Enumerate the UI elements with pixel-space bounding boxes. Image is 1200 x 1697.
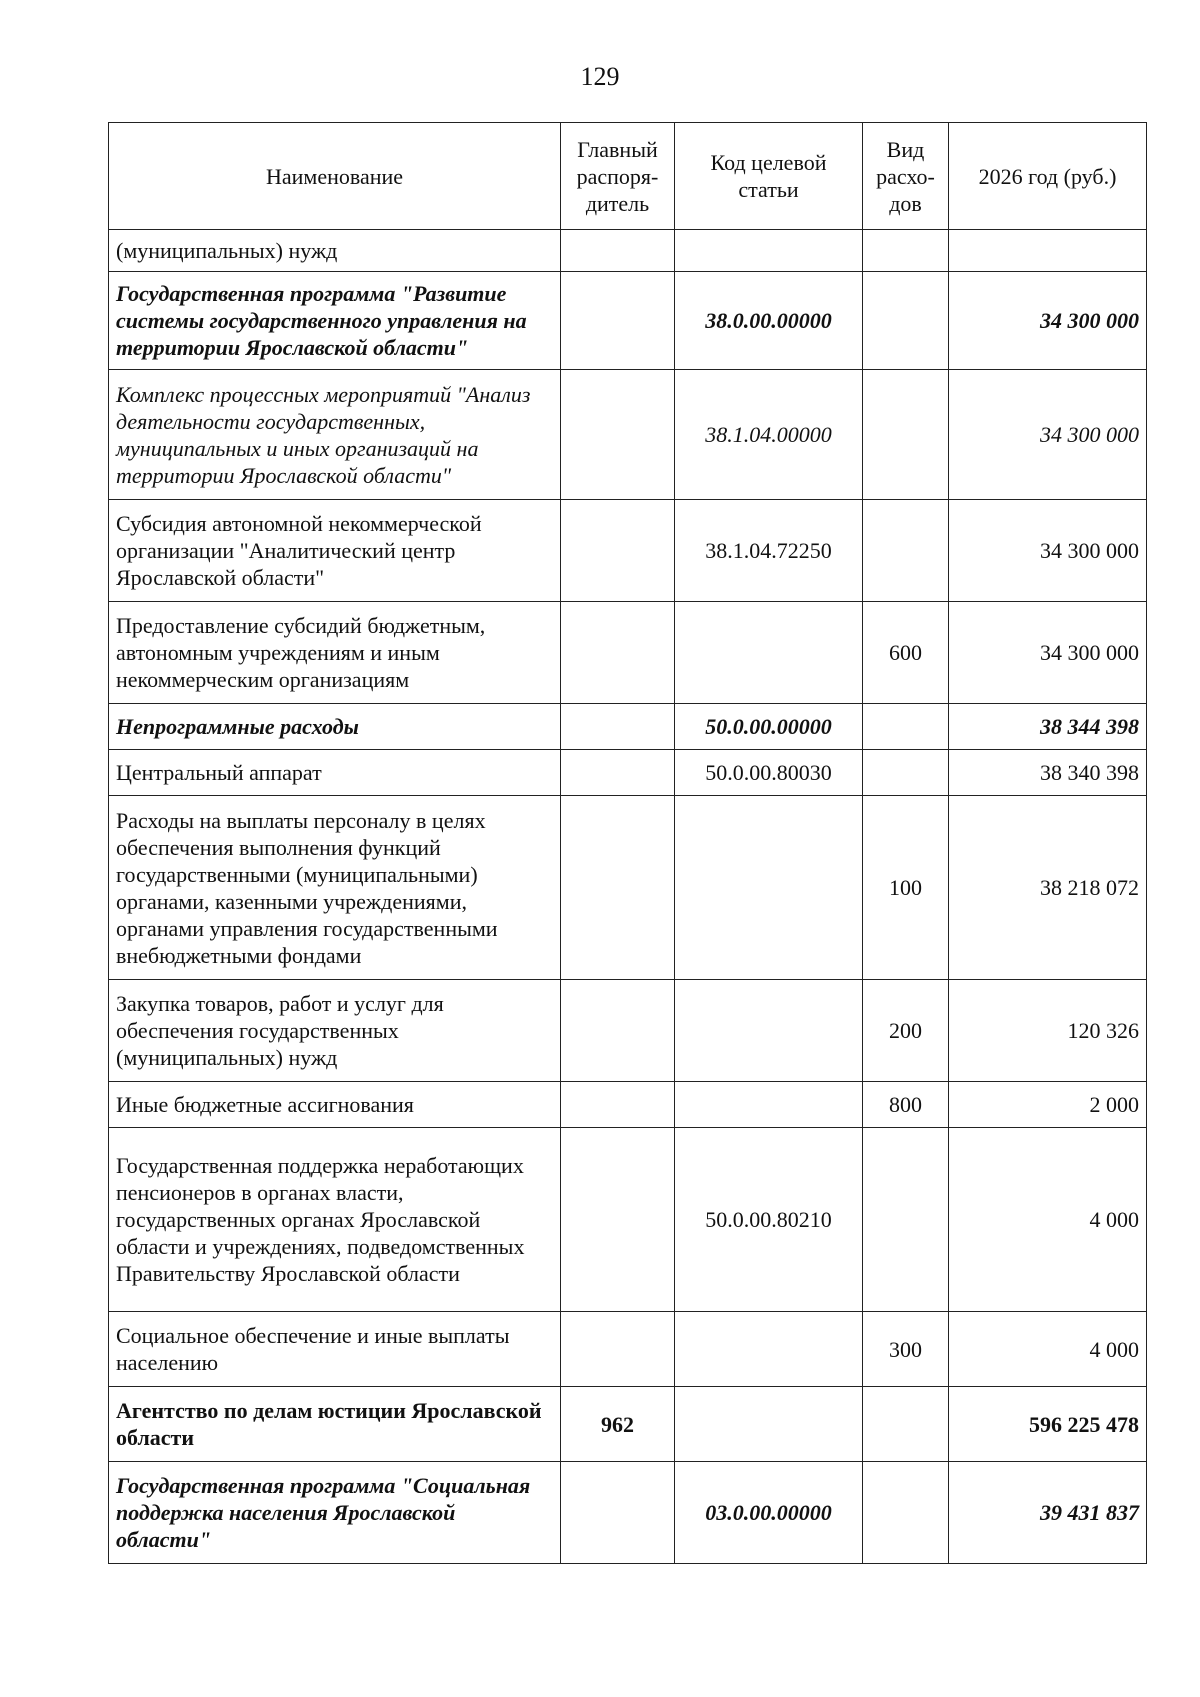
table-row (109, 1462, 1147, 1564)
header-code: Код целевой статьи (675, 123, 863, 230)
header-name: Наименование (109, 123, 561, 230)
row-code: 50.0.00.00000 (675, 704, 863, 750)
row-code: 38.1.04.72250 (675, 500, 863, 602)
row-name: Субсидия автономной некоммерческой организации "Аналитический центр Ярославской области" (109, 500, 561, 602)
row-type (863, 500, 949, 602)
row-type (863, 230, 949, 272)
row-name: Государственная программа "Развитие системы государственного управления на территории Ярославской области" (109, 272, 561, 370)
row-manager (561, 272, 675, 370)
row-manager (561, 230, 675, 272)
header-row (109, 123, 1147, 230)
row-code: 50.0.00.80210 (675, 1128, 863, 1312)
row-type (863, 704, 949, 750)
row-name: Непрограммные расходы (109, 704, 561, 750)
row-manager (561, 980, 675, 1082)
table-row (109, 370, 1147, 500)
row-amount: 38 340 398 (949, 750, 1147, 796)
row-name: Закупка товаров, работ и услуг для обеспечения государственных (муниципальных) нужд (109, 980, 561, 1082)
row-code: 03.0.00.00000 (675, 1462, 863, 1564)
row-type: 800 (863, 1082, 949, 1128)
row-type (863, 1128, 949, 1312)
row-manager: 962 (561, 1387, 675, 1462)
table-row (109, 1082, 1147, 1128)
row-type: 300 (863, 1312, 949, 1387)
row-amount: 4 000 (949, 1128, 1147, 1312)
row-type (863, 370, 949, 500)
row-name: Предоставление субсидий бюджетным, автономным учреждениям и иным некоммерческим организациям (109, 602, 561, 704)
row-manager (561, 370, 675, 500)
row-type (863, 1462, 949, 1564)
row-amount: 4 000 (949, 1312, 1147, 1387)
row-code (675, 980, 863, 1082)
row-amount: 34 300 000 (949, 500, 1147, 602)
table-row (109, 1387, 1147, 1462)
table-row (109, 750, 1147, 796)
row-name: Государственная поддержка неработающих пенсионеров в органах власти, государственных органах Ярославской области и учреждениях, подведомственных Правительству Ярославской области (109, 1128, 561, 1312)
row-code (675, 1387, 863, 1462)
row-manager (561, 1082, 675, 1128)
header-manager: Главный распоря-дитель (561, 123, 675, 230)
row-manager (561, 796, 675, 980)
row-name: Комплекс процессных мероприятий "Анализ деятельности государственных, муниципальных и иных организаций на территории Ярославской области" (109, 370, 561, 500)
row-manager (561, 704, 675, 750)
row-amount: 38 218 072 (949, 796, 1147, 980)
row-manager (561, 500, 675, 602)
row-code (675, 230, 863, 272)
row-amount: 2 000 (949, 1082, 1147, 1128)
row-manager (561, 1462, 675, 1564)
table-row (109, 1128, 1147, 1312)
row-code: 50.0.00.80030 (675, 750, 863, 796)
budget-table (108, 122, 1147, 1564)
row-type (863, 1387, 949, 1462)
row-manager (561, 750, 675, 796)
row-name: (муниципальных) нужд (109, 230, 561, 272)
table-row (109, 1312, 1147, 1387)
row-code: 38.1.04.00000 (675, 370, 863, 500)
row-name: Расходы на выплаты персоналу в целях обеспечения выполнения функций государственными (муниципальными) органами, казенными учреждениями, органами управления государственными внебюджетными фондами (109, 796, 561, 980)
row-name: Государственная программа "Социальная поддержка населения Ярославской области" (109, 1462, 561, 1564)
row-amount: 120 326 (949, 980, 1147, 1082)
page-number: 129 (580, 62, 620, 91)
row-type (863, 750, 949, 796)
row-amount: 39 431 837 (949, 1462, 1147, 1564)
row-amount (949, 230, 1147, 272)
table-row (109, 602, 1147, 704)
table-row (109, 704, 1147, 750)
row-type (863, 272, 949, 370)
row-name: Центральный аппарат (109, 750, 561, 796)
row-type: 200 (863, 980, 949, 1082)
row-amount: 34 300 000 (949, 370, 1147, 500)
row-name: Социальное обеспечение и иные выплаты населению (109, 1312, 561, 1387)
table-row (109, 500, 1147, 602)
row-manager (561, 1128, 675, 1312)
row-type: 100 (863, 796, 949, 980)
table-row (109, 272, 1147, 370)
table-row (109, 980, 1147, 1082)
row-amount: 34 300 000 (949, 602, 1147, 704)
row-code (675, 602, 863, 704)
row-manager (561, 1312, 675, 1387)
row-manager (561, 602, 675, 704)
row-name: Иные бюджетные ассигнования (109, 1082, 561, 1128)
row-amount: 38 344 398 (949, 704, 1147, 750)
row-code (675, 1312, 863, 1387)
header-year: 2026 год (руб.) (949, 123, 1147, 230)
header-type: Вид расхо-дов (863, 123, 949, 230)
row-name: Агентство по делам юстиции Ярославской области (109, 1387, 561, 1462)
table-row (109, 796, 1147, 980)
row-code: 38.0.00.00000 (675, 272, 863, 370)
row-type: 600 (863, 602, 949, 704)
table-row (109, 230, 1147, 272)
row-amount: 34 300 000 (949, 272, 1147, 370)
row-code (675, 1082, 863, 1128)
row-amount: 596 225 478 (949, 1387, 1147, 1462)
row-code (675, 796, 863, 980)
